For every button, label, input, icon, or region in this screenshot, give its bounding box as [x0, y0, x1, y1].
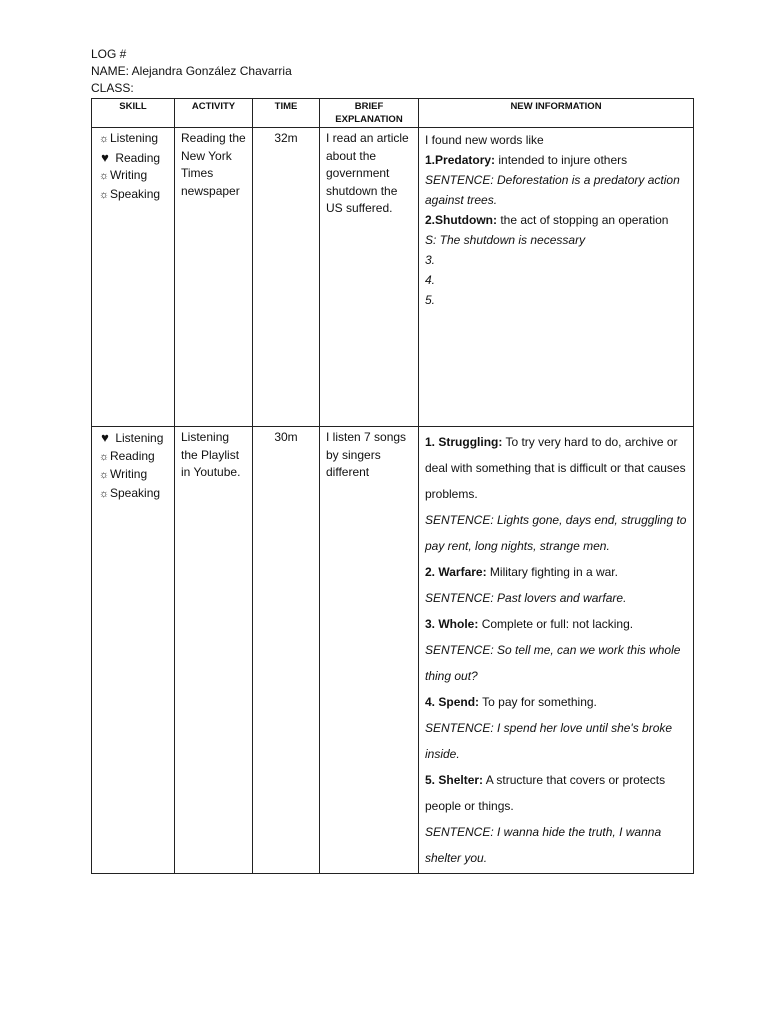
- vocab-item: 3. Whole: Complete or full: not lacking.: [425, 617, 634, 631]
- vocab-term: Warfare:: [438, 565, 487, 579]
- vocab-definition: intended to injure others: [495, 153, 628, 167]
- skill-label: Listening: [115, 431, 164, 445]
- col-header-new-information: NEW INFORMATION: [419, 99, 694, 128]
- vocab-definition: Military fighting in a war.: [486, 565, 618, 579]
- blank-item: 3.: [425, 253, 436, 267]
- col-header-skill: SKILL: [92, 99, 175, 128]
- intro-text: I found new words like: [425, 133, 544, 147]
- skill-item: [98, 186, 168, 205]
- explanation-cell: I listen 7 songs by singers different: [320, 427, 419, 874]
- sun-icon: ☼: [98, 469, 110, 481]
- vocab-sentence: SENTENCE: Lights gone, days end, struggling to pay rent, long nights, strange men.: [425, 513, 687, 553]
- skill-item: [98, 466, 168, 485]
- col-header-explanation: BRIEF EXPLANATION: [320, 99, 419, 128]
- student-name: NAME: Alejandra González Chavarria: [91, 64, 292, 78]
- activity-cell: Listening the Playlist in Youtube.: [175, 427, 253, 874]
- vocab-sentence: S: The shutdown is necessary: [425, 233, 586, 247]
- vocab-term: Whole:: [438, 617, 479, 631]
- vocab-sentence: SENTENCE: Deforestation is a predatory action against trees.: [425, 173, 680, 207]
- explanation-cell: I read an article about the government shutdown the US suffered.: [320, 128, 419, 427]
- vocab-term: Shelter:: [438, 773, 484, 787]
- sun-icon: ☼: [98, 487, 110, 500]
- sun-icon: ☼: [98, 133, 110, 145]
- skill-item: [98, 485, 168, 504]
- heart-icon: ♥: [101, 149, 109, 165]
- new-information-cell: [419, 128, 694, 427]
- table-row: [92, 427, 694, 874]
- skill-label: Speaking: [110, 485, 161, 500]
- table-row: [92, 128, 694, 427]
- skill-label: Reading: [115, 150, 161, 165]
- skill-item: [98, 448, 168, 467]
- vocab-term: Struggling:: [438, 435, 503, 449]
- blank-item: 5.: [425, 293, 436, 307]
- vocab-definition: To try very hard to do, archive or deal with something that is difficult or that causes problems.: [425, 435, 686, 501]
- vocab-sentence: SENTENCE: So tell me, can we work this whole thing out?: [425, 643, 681, 683]
- class-label: CLASS:: [91, 81, 134, 95]
- skill-label: Writing: [110, 168, 148, 182]
- heart-icon: ♥: [101, 430, 109, 445]
- activity-cell: Reading the New York Times newspaper: [175, 128, 253, 427]
- vocab-item: 1. Struggling: To try very hard to do, archive or deal with something that is difficult or that causes problems.: [425, 435, 686, 501]
- vocab-definition: To pay for something.: [479, 695, 597, 709]
- skill-item: [98, 167, 168, 186]
- vocab-item: 4. Spend: To pay for something.: [425, 695, 597, 709]
- vocab-sentence: SENTENCE: I spend her love until she's broke inside.: [425, 721, 673, 761]
- vocab-sentence: SENTENCE: I wanna hide the truth, I wanna shelter you.: [425, 825, 662, 865]
- table-header-row: [92, 99, 694, 128]
- col-header-activity: ACTIVITY: [175, 99, 253, 128]
- sun-icon: ☼: [98, 188, 110, 201]
- col-header-time: TIME: [253, 99, 320, 128]
- vocab-definition: Complete or full: not lacking.: [478, 617, 634, 631]
- blank-item: 4.: [425, 273, 436, 287]
- sun-icon: ☼: [98, 450, 110, 463]
- vocab-item: 5. Shelter: A structure that covers or protects people or things.: [425, 773, 666, 813]
- vocab-item: 1.Predatory: intended to injure others: [425, 153, 628, 167]
- vocab-definition: the act of stopping an operation: [497, 213, 669, 227]
- vocab-item: 2.Shutdown: the act of stopping an operation: [425, 213, 669, 227]
- vocab-sentence: SENTENCE: Past lovers and warfare.: [425, 591, 627, 605]
- vocab-item: 2. Warfare: Military fighting in a war.: [425, 565, 618, 579]
- skill-cell: [92, 128, 175, 427]
- vocab-term: Shutdown:: [435, 213, 497, 227]
- skill-label: Listening: [110, 131, 159, 145]
- new-information-cell: [419, 427, 694, 874]
- document-header: [91, 46, 292, 97]
- time-cell: 32m: [253, 128, 320, 427]
- skill-label: Speaking: [110, 186, 161, 201]
- time-cell: 30m: [253, 427, 320, 874]
- vocab-term: Predatory:: [435, 153, 496, 167]
- log-table: [91, 98, 694, 874]
- skill-cell: [92, 427, 175, 874]
- sun-icon: ☼: [98, 170, 110, 182]
- skill-label: Writing: [110, 467, 148, 481]
- skill-item: [98, 429, 168, 448]
- log-number: LOG #: [91, 47, 127, 61]
- skill-item: [98, 130, 168, 149]
- vocab-term: Spend:: [438, 695, 480, 709]
- vocab-definition: A structure that covers or protects people or things.: [425, 773, 666, 813]
- skill-label: Reading: [110, 448, 155, 463]
- skill-item: [98, 149, 168, 168]
